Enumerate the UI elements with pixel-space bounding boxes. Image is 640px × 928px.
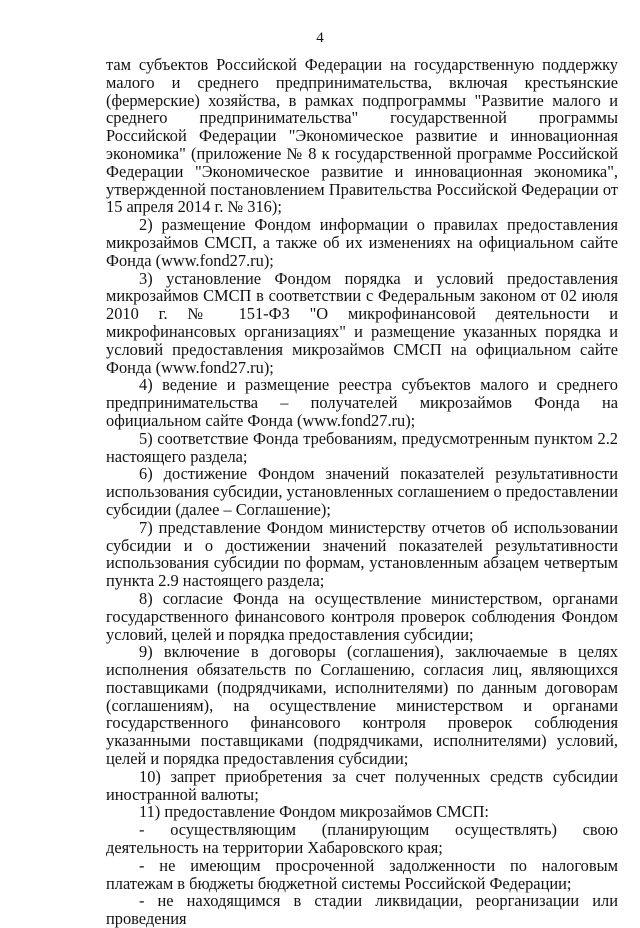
paragraph-subitem-tax-debt: - не имеющим просроченной задолженности по налоговым платежам в бюджеты бюджетной системы Российской Федерации; [106, 855, 618, 893]
paragraph-item-9: 9) включение в договоры (соглашения), заключаемые в целях исполнения обязательств по Соглашению, согласия лиц, являющихся поставщиками (подрядчиками, исполнителями) по данным договорам (соглашениям), на осуществление министерством и органами государственного финансового контроля проверок соблюдения указанными поставщиками (подрядчиками, исполнителями) условий, целей и порядка предоставления субсидии; [106, 642, 618, 769]
paragraph-item-11: 11) предоставление Фондом микрозаймов СМСП: [139, 802, 489, 822]
paragraph-item-8: 8) согласие Фонда на осуществление министерством, органами государственного финансового контроля проверок соблюдения Фондом условий, целей и порядка предоставления субсидии; [106, 588, 618, 644]
document-body [106, 56, 618, 928]
paragraph-item-5: 5) соответствие Фонда требованиям, предусмотренным пунктом 2.2 настоящего раздела; [106, 428, 618, 466]
paragraph-item-6: 6) достижение Фондом значений показателей результативности использования субсидии, установленных соглашением о предоставлении субсидии (далее – Соглашение); [106, 464, 618, 519]
paragraph-continuation: там субъектов Российской Федерации на государственную поддержку малого и среднего предпринимательства, включая крестьянские (фермерские) хозяйства, в рамках подпрограммы "Развитие малого и среднего предпринимательства" государственной программы Российской Федерации "Экономическое развитие и инновационная экономика" (приложение № 8 к государственной программе Российской Федерации "Экономическое развитие и инновационная экономика", утвержденной постановлением Правительства Российской Федерации от 15 апреля 2014 г. № 316); [106, 55, 618, 217]
paragraph-item-2: 2) размещение Фондом информации о правилах предоставления микрозаймов СМСП, а также об их изменениях на официальном сайте Фонда (www.fond27.ru); [106, 215, 618, 270]
paragraph-subitem-liquidation: - не находящимся в стадии ликвидации, реорганизации или проведения [106, 891, 618, 928]
paragraph-subitem-territory: - осуществляющим (планирующим осуществлять) свою деятельность на территории Хабаровского края; [106, 820, 618, 858]
paragraph-item-7: 7) представление Фондом министерству отчетов об использовании субсидии и о достижении значений показателей результативности использования субсидии по формам, установленным абзацем четвертым пункта 2.9 настоящего раздела; [106, 517, 618, 591]
page-number: 4 [316, 30, 324, 46]
paragraph-item-3: 3) установление Фондом порядка и условий предоставления микрозаймов СМСП в соответствии с Федеральным законом от 02 июля 2010 г. № 151-ФЗ "О микрофинансовой деятельности и микрофинансовых организациях" и размещение указанных порядка и условий предоставления микрозаймов СМСП на официальном сайте Фонда (www.fond27.ru); [106, 268, 618, 377]
paragraph-item-10: 10) запрет приобретения за счет полученных средств субсидии иностранной валюты; [106, 766, 618, 804]
paragraph-item-4: 4) ведение и размещение реестра субъектов малого и среднего предпринимательства – получателей микрозаймов Фонда на официальном сайте Фонда (www.fond27.ru); [106, 375, 618, 430]
